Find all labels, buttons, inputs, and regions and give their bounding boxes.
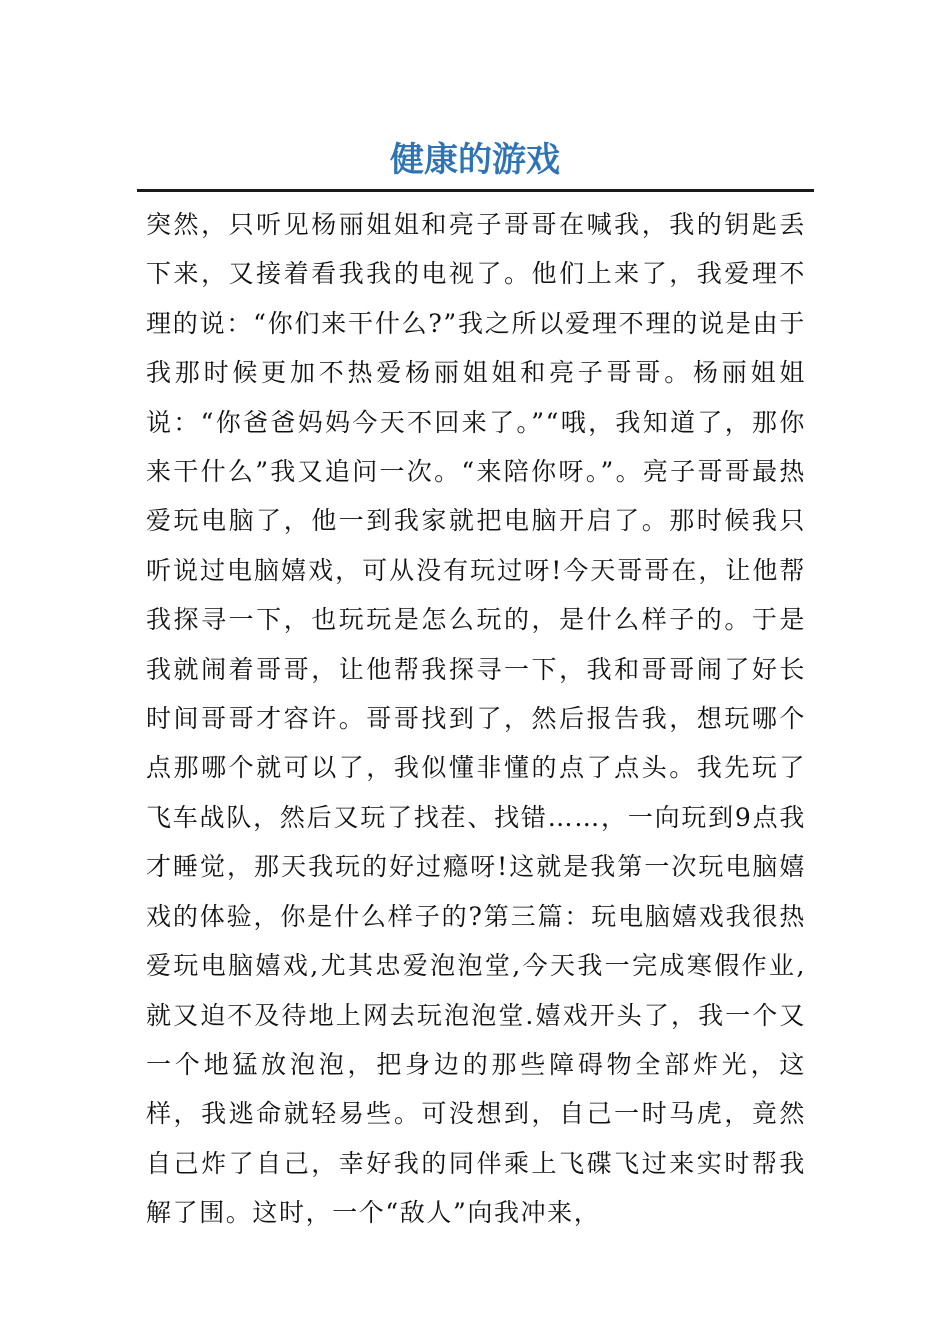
- body-paragraph: 突然，只听见杨丽姐姐和亮子哥哥在喊我，我的钥匙丢下来，又接着看我我的电视了。他们上来了，我爱理不理的说：“你们来干什么?”我之所以爱理不理的说是由于我那时候更加不热爱杨丽姐姐和亮子哥哥。杨丽姐姐说：“你爸爸妈妈今天不回来了。”“哦，我知道了，那你来干什么”我又追问一次。“来陪你呀。”。亮子哥哥最热爱玩电脑了，他一到我家就把电脑开启了。那时候我只听说过电脑嬉戏，可从没有玩过呀!今天哥哥在，让他帮我探寻一下，也玩玩是怎么玩的，是什么样子的。于是我就闹着哥哥，让他帮我探寻一下，我和哥哥闹了好长时间哥哥才容许。哥哥找到了，然后报告我，想玩哪个点那哪个就可以了，我似懂非懂的点了点头。我先玩了飞车战队，然后又玩了找茬、找错……，一向玩到9点我才睡觉，那天我玩的好过瘾呀!这就是我第一次玩电脑嬉戏的体验，你是什么样子的?第三篇：玩电脑嬉戏我很热爱玩电脑嬉戏,尤其忠爱泡泡堂,今天我一完成寒假作业,就又迫不及待地上网去玩泡泡堂.嬉戏开头了，我一个又一个地猛放泡泡，把身边的那些障碍物全部炸光，这样，我逃命就轻易些。可没想到，自己一时马虎，竟然自己炸了自己，幸好我的同伴乘上飞碟飞过来实时帮我解了围。这时，一个“敌人”向我冲来，: [146, 210, 806, 1228]
- document-title: 健康的游戏: [390, 140, 560, 180]
- title-underline-rule: [137, 189, 814, 192]
